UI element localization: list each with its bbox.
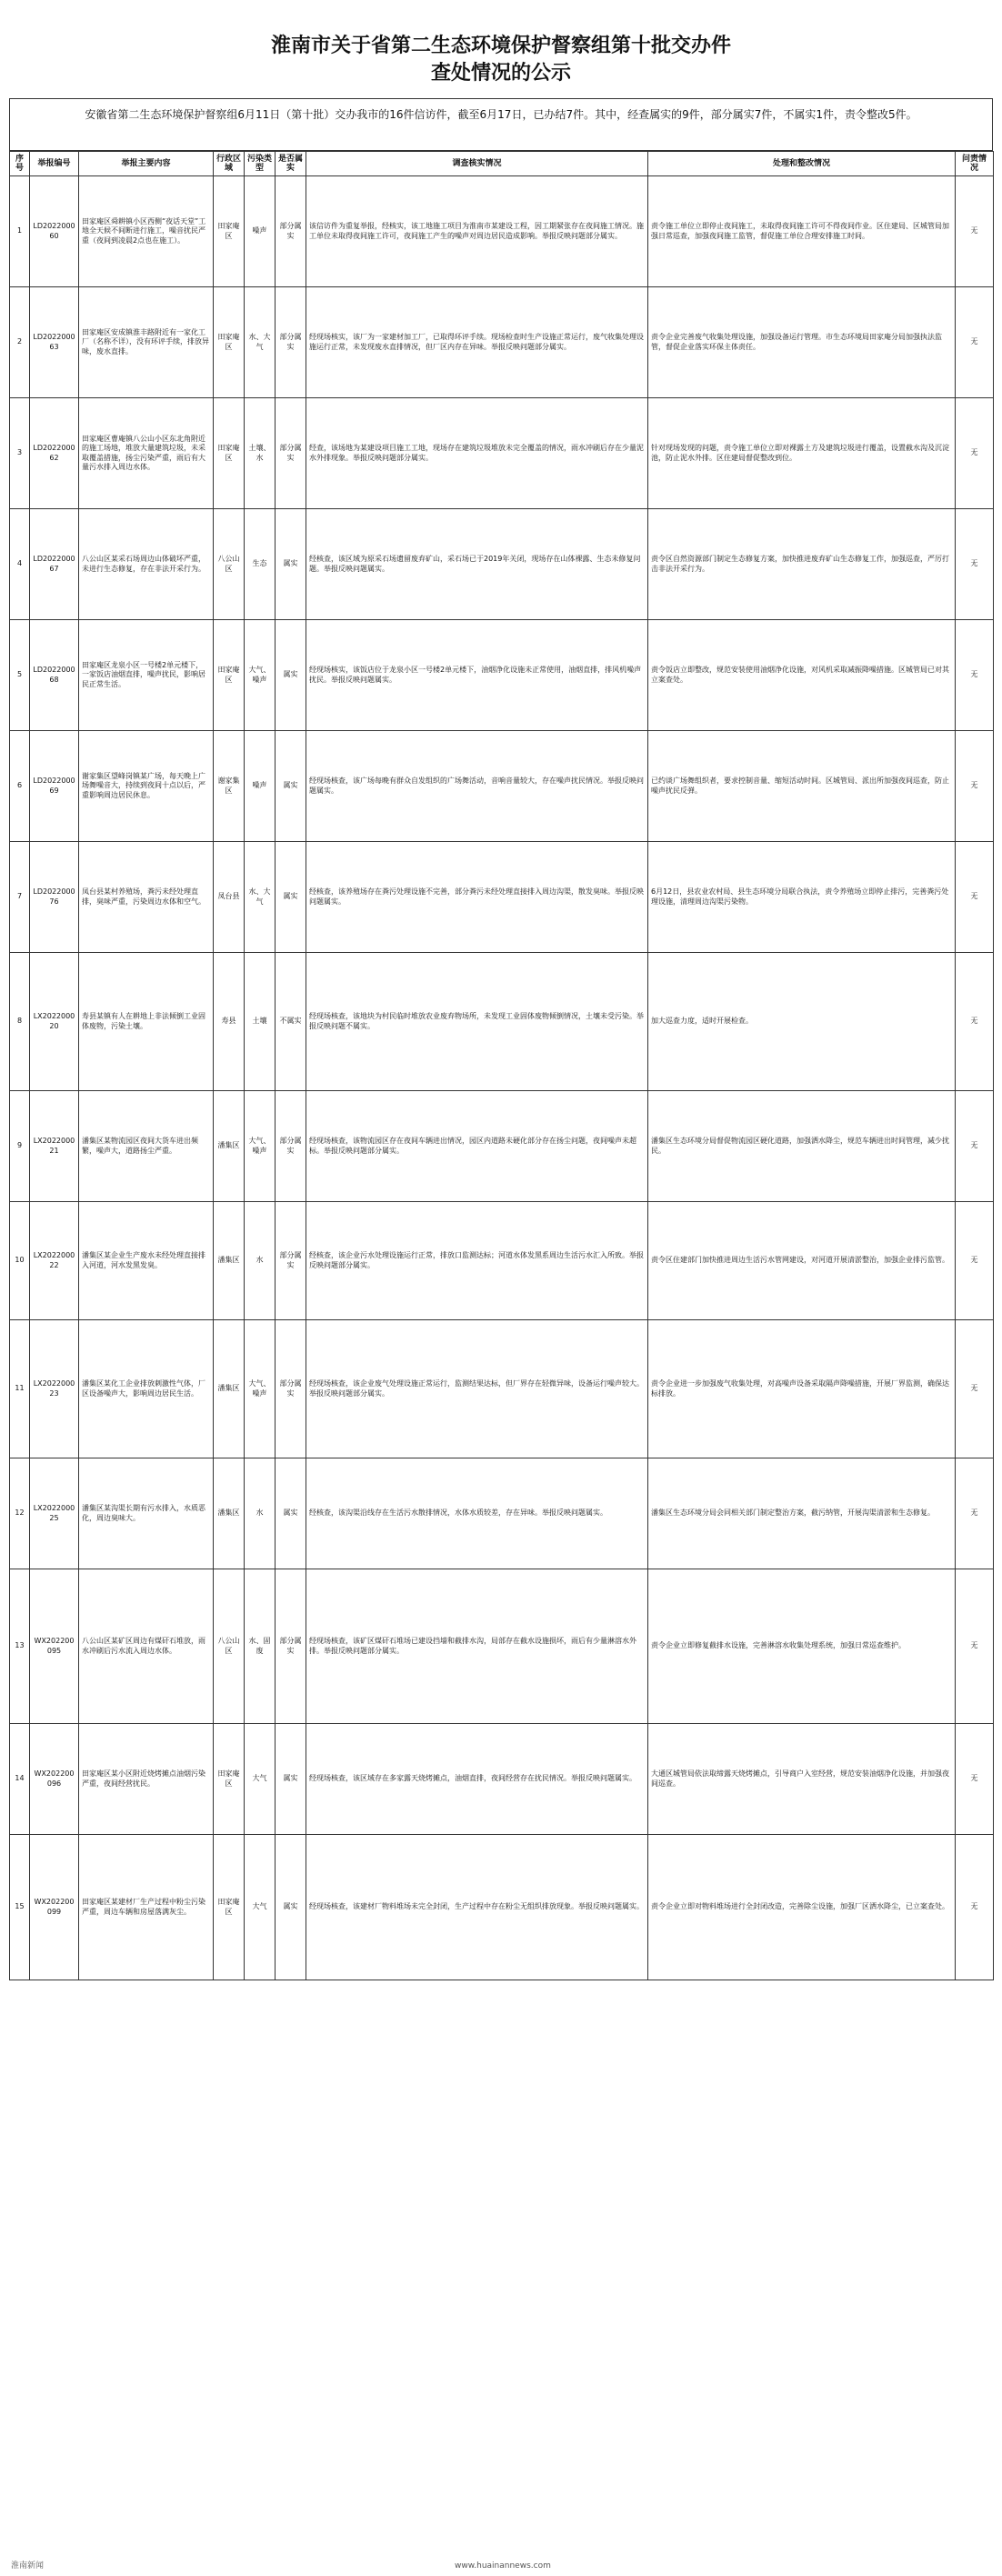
row-type: 噪声: [245, 731, 276, 842]
header-code: 举报编号: [30, 152, 79, 176]
row-investigation: 经查，该场地为某建设项目施工工地，现场存在建筑垃圾堆放未完全覆盖的情况，雨水冲刷后存在少量泥水外排现象。举报反映问题部分属实。: [306, 398, 648, 509]
row-handling: 责令企业完善废气收集处理设施，加强设备运行管理。市生态环境局田家庵分局加强执法监管，督促企业落实环保主体责任。: [648, 287, 956, 398]
row-handling: 针对现场发现的问题，责令施工单位立即对裸露土方及建筑垃圾进行覆盖，设置截水沟及沉淀池，防止泥水外排。区住建局督促整改到位。: [648, 398, 956, 509]
footer-brand: 淮南新闻: [11, 2561, 45, 2571]
title-line-1: 淮南市关于省第二生态环境保护督察组第十批交办件: [270, 35, 731, 57]
row-code: LX202200025: [30, 1458, 79, 1569]
header-handling: 处理和整改情况: [648, 152, 956, 176]
row-code: LX202200020: [30, 953, 79, 1091]
table-row: [10, 620, 994, 731]
row-accountability: 无: [956, 287, 994, 398]
row-region: 潘集区: [214, 1202, 245, 1320]
header-region: 行政区域: [214, 152, 245, 176]
header-content: 举报主要内容: [79, 152, 214, 176]
row-content: 田家庵区某小区附近烧烤摊点油烟污染严重，夜间经营扰民。: [79, 1724, 214, 1835]
row-region: 田家庵区: [214, 176, 245, 287]
row-fact: 属实: [276, 1458, 306, 1569]
table-row: [10, 1835, 994, 1980]
row-handling: 责令企业立即修复截排水设施，完善淋溶水收集处理系统，加强日常巡查维护。: [648, 1569, 956, 1724]
row-number: 4: [10, 509, 30, 620]
row-content: 八公山区某矿区周边有煤矸石堆放，雨水冲刷后污水流入周边水体。: [79, 1569, 214, 1724]
row-type: 水: [245, 1202, 276, 1320]
row-code: WX202200096: [30, 1724, 79, 1835]
row-code: LD202200060: [30, 176, 79, 287]
row-handling: 6月12日，县农业农村局、县生态环境分局联合执法，责令养殖场立即停止排污，完善粪污处理设施，清理周边沟渠污染物。: [648, 842, 956, 953]
row-number: 10: [10, 1202, 30, 1320]
row-region: 潘集区: [214, 1320, 245, 1458]
row-handling: 责令企业立即对物料堆场进行全封闭改造，完善除尘设施，加强厂区洒水降尘，已立案查处。: [648, 1835, 956, 1980]
row-code: LX202200022: [30, 1202, 79, 1320]
row-handling: 责令企业进一步加强废气收集处理，对高噪声设备采取隔声降噪措施，开展厂界监测，确保达标排放。: [648, 1320, 956, 1458]
row-code: WX202200095: [30, 1569, 79, 1724]
row-accountability: 无: [956, 731, 994, 842]
row-type: 土壤、水: [245, 398, 276, 509]
table-row: [10, 398, 994, 509]
row-number: 2: [10, 287, 30, 398]
row-content: 潘集区某沟渠长期有污水排入，水质恶化，周边臭味大。: [79, 1458, 214, 1569]
header-fact: 是否属实: [276, 152, 306, 176]
row-region: 凤台县: [214, 842, 245, 953]
row-accountability: 无: [956, 620, 994, 731]
row-investigation: 经核查，该养殖场存在粪污处理设施不完善，部分粪污未经处理直接排入周边沟渠，散发臭味。举报反映问题属实。: [306, 842, 648, 953]
table-row: [10, 1091, 994, 1202]
row-handling: 责令区自然资源部门制定生态修复方案，加快推进废弃矿山生态修复工作，加强巡查，严厉打击非法开采行为。: [648, 509, 956, 620]
row-handling: 加大巡查力度，适时开展检查。: [648, 953, 956, 1091]
row-number: 1: [10, 176, 30, 287]
table-row: [10, 1458, 994, 1569]
row-fact: 不属实: [276, 953, 306, 1091]
row-fact: 部分属实: [276, 287, 306, 398]
row-handling: 潘集区生态环境分局会同相关部门制定整治方案，截污纳管，开展沟渠清淤和生态修复。: [648, 1458, 956, 1569]
row-investigation: 经现场核查，该物流园区存在夜间车辆进出情况，园区内道路未硬化部分存在扬尘问题，夜间噪声未超标。举报反映问题部分属实。: [306, 1091, 648, 1202]
table-row: [10, 1202, 994, 1320]
row-code: LD202200068: [30, 620, 79, 731]
row-content: 潘集区某物流园区夜间大货车进出频繁，噪声大，道路扬尘严重。: [79, 1091, 214, 1202]
summary-text: 安徽省第二生态环境保护督察组6月11日（第十批）交办我市的16件信访件，截至6月17日，已办结7件。其中，经查属实的9件，部分属实7件，不属实1件，责令整改5件。: [9, 98, 993, 151]
table-row: [10, 287, 994, 398]
row-content: 田家庵区曹庵镇八公山小区东北角附近的施工场地，堆放大量建筑垃圾，未采取覆盖措施，扬尘污染严重，雨后有大量污水排入周边水体。: [79, 398, 214, 509]
row-type: 生态: [245, 509, 276, 620]
row-fact: 属实: [276, 731, 306, 842]
row-region: 田家庵区: [214, 1724, 245, 1835]
table-row: [10, 176, 994, 287]
row-investigation: 经核查，该区域为原采石场遗留废弃矿山，采石场已于2019年关闭，现场存在山体裸露、生态未修复问题。举报反映问题属实。: [306, 509, 648, 620]
row-number: 5: [10, 620, 30, 731]
row-handling: 责令饭店立即整改，规范安装使用油烟净化设施，对风机采取减振降噪措施。区城管局已对其立案查处。: [648, 620, 956, 731]
row-code: LD202200062: [30, 398, 79, 509]
row-accountability: 无: [956, 1091, 994, 1202]
row-region: 田家庵区: [214, 1835, 245, 1980]
row-code: LX202200023: [30, 1320, 79, 1458]
row-number: 11: [10, 1320, 30, 1458]
row-handling: 已约谈广场舞组织者，要求控制音量、缩短活动时间。区城管局、派出所加强夜间巡查，防止噪声扰民反弹。: [648, 731, 956, 842]
row-content: 田家庵区安成镇淮丰路附近有一家化工厂（名称不详），没有环评手续，排放异味，废水直排。: [79, 287, 214, 398]
table-row: [10, 1724, 994, 1835]
row-type: 水、固废: [245, 1569, 276, 1724]
row-number: 3: [10, 398, 30, 509]
row-handling: 潘集区生态环境分局督促物流园区硬化道路，加强洒水降尘，规范车辆进出时间管理，减少扰民。: [648, 1091, 956, 1202]
row-type: 大气、噪声: [245, 1320, 276, 1458]
row-number: 12: [10, 1458, 30, 1569]
row-investigation: 经核查，该沟渠沿线存在生活污水散排情况，水体水质较差，存在异味。举报反映问题属实。: [306, 1458, 648, 1569]
row-region: 田家庵区: [214, 287, 245, 398]
row-fact: 部分属实: [276, 1320, 306, 1458]
cases-table: [9, 151, 994, 1980]
row-accountability: 无: [956, 1724, 994, 1835]
row-accountability: 无: [956, 953, 994, 1091]
row-fact: 部分属实: [276, 1091, 306, 1202]
row-number: 7: [10, 842, 30, 953]
row-type: 大气、噪声: [245, 1091, 276, 1202]
row-content: 田家庵区舜耕镇小区西侧“夜话天堂”工地全天候不间断进行施工，噪音扰民严重（夜间到凌晨2点也在施工）。: [79, 176, 214, 287]
page-title: [0, 33, 1002, 87]
row-type: 水、大气: [245, 287, 276, 398]
row-code: LD202200063: [30, 287, 79, 398]
header-no: 序号: [10, 152, 30, 176]
row-investigation: 经现场核查，该地块为村民临时堆放农业废弃物场所，未发现工业固体废物倾倒情况，土壤未受污染。举报反映问题不属实。: [306, 953, 648, 1091]
row-content: 潘集区某化工企业排放刺激性气体，厂区设备噪声大，影响周边居民生活。: [79, 1320, 214, 1458]
row-accountability: 无: [956, 1202, 994, 1320]
row-region: 田家庵区: [214, 620, 245, 731]
table-row: [10, 509, 994, 620]
row-fact: 属实: [276, 620, 306, 731]
row-content: 谢家集区望峰岗镇某广场，每天晚上广场舞噪音大，持续到夜间十点以后，严重影响周边居民休息。: [79, 731, 214, 842]
row-investigation: 经现场核查，该区域存在多家露天烧烤摊点，油烟直排，夜间经营存在扰民情况。举报反映问题属实。: [306, 1724, 648, 1835]
row-investigation: 经现场核查，该企业废气处理设施正常运行，监测结果达标，但厂界存在轻微异味，设备运行噪声较大。举报反映问题部分属实。: [306, 1320, 648, 1458]
header-accountability: 问责情况: [956, 152, 994, 176]
title-line-2: 查处情况的公示: [430, 62, 571, 85]
row-type: 大气、噪声: [245, 620, 276, 731]
row-fact: 部分属实: [276, 398, 306, 509]
row-fact: 属实: [276, 1835, 306, 1980]
row-content: 田家庵区某建材厂生产过程中粉尘污染严重，周边车辆和房屋落满灰尘。: [79, 1835, 214, 1980]
row-code: LD202200067: [30, 509, 79, 620]
table-row: [10, 1320, 994, 1458]
row-region: 寿县: [214, 953, 245, 1091]
row-content: 凤台县某村养殖场，粪污未经处理直排，臭味严重，污染周边水体和空气。: [79, 842, 214, 953]
table-header-row: [10, 152, 994, 176]
row-region: 田家庵区: [214, 398, 245, 509]
row-fact: 属实: [276, 509, 306, 620]
row-accountability: 无: [956, 176, 994, 287]
row-type: 水: [245, 1458, 276, 1569]
row-code: LD202200069: [30, 731, 79, 842]
row-content: 潘集区某企业生产废水未经处理直接排入河道，河水发黑发臭。: [79, 1202, 214, 1320]
row-number: 13: [10, 1569, 30, 1724]
header-investigation: 调查核实情况: [306, 152, 648, 176]
row-number: 8: [10, 953, 30, 1091]
row-code: LX202200021: [30, 1091, 79, 1202]
row-investigation: 经核查，该企业污水处理设施运行正常，排放口监测达标；河道水体发黑系周边生活污水汇入所致。举报反映问题部分属实。: [306, 1202, 648, 1320]
row-type: 大气: [245, 1724, 276, 1835]
row-investigation: 经现场核查，该广场每晚有群众自发组织的广场舞活动，音响音量较大，存在噪声扰民情况。举报反映问题属实。: [306, 731, 648, 842]
row-content: 田家庵区龙泉小区一号楼2单元楼下，一家饭店油烟直排，噪声扰民，影响居民正常生活。: [79, 620, 214, 731]
row-region: 谢家集区: [214, 731, 245, 842]
row-type: 水、大气: [245, 842, 276, 953]
table-row: [10, 842, 994, 953]
row-region: 潘集区: [214, 1458, 245, 1569]
row-accountability: 无: [956, 509, 994, 620]
row-fact: 属实: [276, 1724, 306, 1835]
row-accountability: 无: [956, 1569, 994, 1724]
row-fact: 属实: [276, 842, 306, 953]
row-content: 八公山区某采石场周边山体破坏严重，未进行生态修复，存在非法开采行为。: [79, 509, 214, 620]
row-type: 大气: [245, 1835, 276, 1980]
row-code: LD202200076: [30, 842, 79, 953]
row-accountability: 无: [956, 398, 994, 509]
row-investigation: 经现场核实，该饭店位于龙泉小区一号楼2单元楼下，油烟净化设施未正常使用，油烟直排，排风机噪声扰民。举报反映问题属实。: [306, 620, 648, 731]
row-number: 9: [10, 1091, 30, 1202]
row-handling: 责令施工单位立即停止夜间施工，未取得夜间施工许可不得夜间作业。区住建局、区城管局加强日常巡查，加强夜间施工监管，督促施工单位合理安排施工时间。: [648, 176, 956, 287]
row-accountability: 无: [956, 1835, 994, 1980]
row-investigation: 经现场核查，该建材厂物料堆场未完全封闭，生产过程中存在粉尘无组织排放现象。举报反映问题属实。: [306, 1835, 648, 1980]
row-investigation: 经现场核查，该矿区煤矸石堆场已建设挡墙和截排水沟，局部存在截水设施损坏，雨后有少量淋溶水外排。举报反映问题部分属实。: [306, 1569, 648, 1724]
row-number: 14: [10, 1724, 30, 1835]
row-accountability: 无: [956, 1458, 994, 1569]
row-number: 6: [10, 731, 30, 842]
row-type: 噪声: [245, 176, 276, 287]
row-fact: 部分属实: [276, 1569, 306, 1724]
row-number: 15: [10, 1835, 30, 1980]
header-type: 污染类型: [245, 152, 276, 176]
row-handling: 大通区城管局依法取缔露天烧烤摊点，引导商户入室经营，规范安装油烟净化设施，并加强夜间巡查。: [648, 1724, 956, 1835]
table-row: [10, 953, 994, 1091]
row-accountability: 无: [956, 1320, 994, 1458]
row-investigation: 该信访件为重复举报，经核实，该工地施工项目为淮南市某建设工程，因工期紧张存在夜间施工情况。施工单位未取得夜间施工许可，夜间施工产生的噪声对周边居民造成影响。举报反映问题部分属实。: [306, 176, 648, 287]
row-accountability: 无: [956, 842, 994, 953]
row-region: 八公山区: [214, 1569, 245, 1724]
row-handling: 责令区住建部门加快推进周边生活污水管网建设，对河道开展清淤整治，加强企业排污监管。: [648, 1202, 956, 1320]
table-row: [10, 1569, 994, 1724]
row-fact: 部分属实: [276, 1202, 306, 1320]
row-investigation: 经现场核实，该厂为一家建材加工厂，已取得环评手续。现场检查时生产设施正常运行，废气收集处理设施运行正常，未发现废水直排情况，但厂区内存在异味。举报反映问题部分属实。: [306, 287, 648, 398]
row-code: WX202200099: [30, 1835, 79, 1980]
row-content: 寿县某镇有人在耕地上非法倾倒工业固体废物，污染土壤。: [79, 953, 214, 1091]
row-type: 土壤: [245, 953, 276, 1091]
row-region: 八公山区: [214, 509, 245, 620]
row-fact: 部分属实: [276, 176, 306, 287]
table-row: [10, 731, 994, 842]
row-region: 潘集区: [214, 1091, 245, 1202]
footer-url: www.huainannews.com: [455, 2561, 551, 2571]
